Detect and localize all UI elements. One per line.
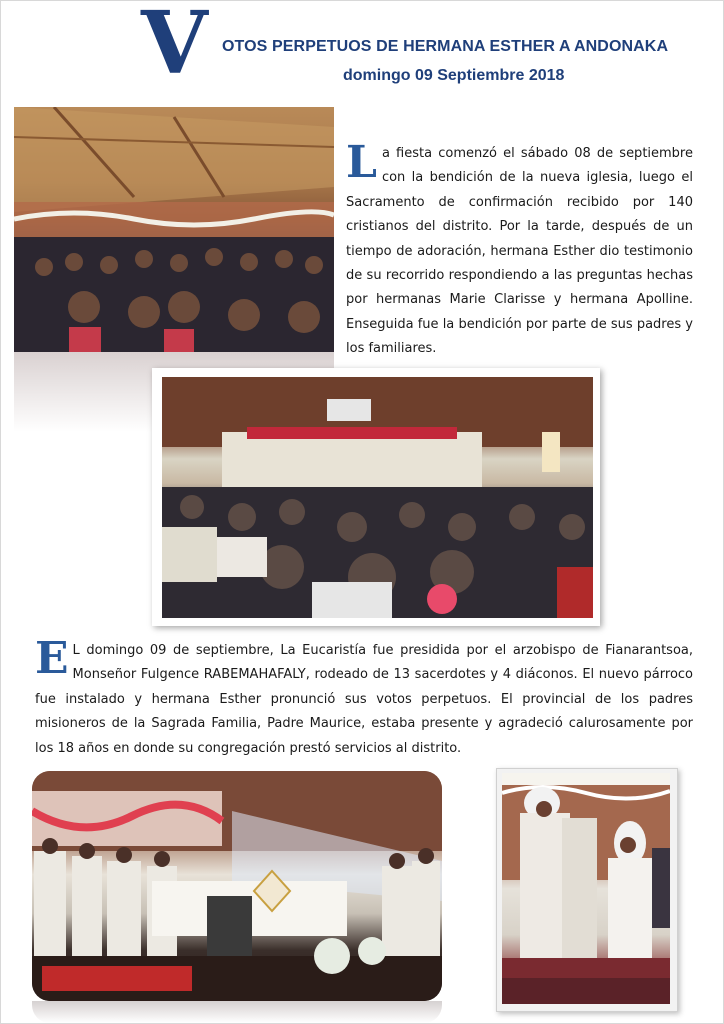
photo-sisters-illustration bbox=[502, 773, 670, 1004]
paragraph-festival bbox=[346, 137, 693, 362]
photo-reflection bbox=[32, 1001, 442, 1023]
dropcap-l: L bbox=[346, 137, 377, 188]
title-initial: V bbox=[141, 0, 208, 94]
paragraph-festival-text: a fiesta comenzó el sábado 08 de septiembre con la bendición de la nueva iglesia, luego el Sacramento de confirmación recibido por 140 cristianos del distrito. Por la tarde, después de un tiempo de adoración, hermana Esther dio testimonio de su recorrido respondiendo a las preguntas hechas por hermanas Marie Clarisse y hermana Apolline. Enseguida fue la bendición por parte de sus padres y los familiares. bbox=[346, 146, 693, 357]
photo-sisters-vows bbox=[502, 773, 670, 1004]
paragraph-eucharist bbox=[35, 633, 693, 761]
photo-congregation bbox=[14, 107, 334, 352]
dropcap-e: E bbox=[35, 633, 69, 684]
photo-priests-illustration bbox=[32, 771, 442, 1001]
photo-priests-altar bbox=[32, 771, 442, 1001]
paragraph-eucharist-text: L domingo 09 de septiembre, La Eucaristía fue presidida por el arzobispo de Fianarantsoa, Monseñor Fulgence RABEMAHAFALY, rodeado de 13 sacerdotes y 4 diáconos. El nuevo párroco fue instalado y hermana Esther pronunció sus votos perpetuos. El provincial de los padres misioneros de la Sagrada Familia, Padre Maurice, estaba presente y agradeció calurosamente por los 18 años en donde su congregación prestó servicios al distrito. bbox=[35, 643, 693, 756]
photo-congregation-illustration bbox=[14, 107, 334, 352]
page-subtitle: domingo 09 Septiembre 2018 bbox=[343, 67, 565, 84]
photo-altar-interior bbox=[162, 377, 593, 618]
photo-altar-illustration bbox=[162, 377, 593, 618]
page-title: OTOS PERPETUOS DE HERMANA ESTHER A ANDONAKA bbox=[222, 38, 669, 55]
